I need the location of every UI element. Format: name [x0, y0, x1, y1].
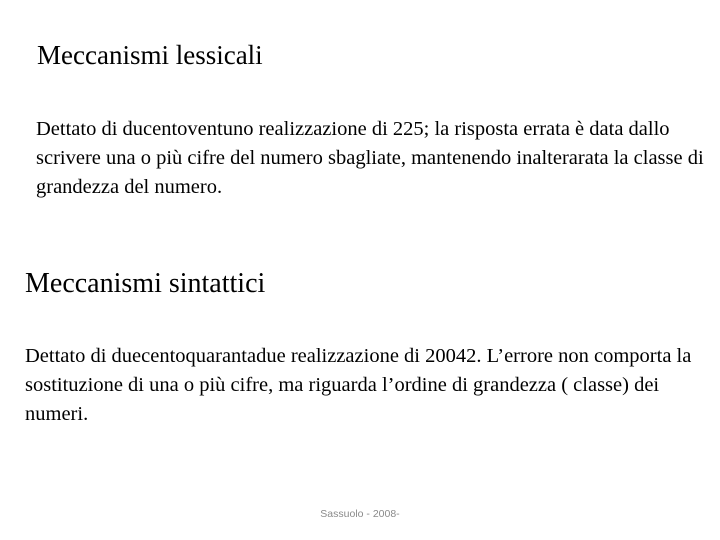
section-text-lexical: Dettato di ducentoventuno realizzazione di 225; la risposta errata è data dallo scrivere una o più cifre del numero sbagliate, mantenendo inalterarata la classe di grandezza del numero. [36, 118, 704, 198]
section-text-syntactic: Dettato di duecentoquarantadue realizzazione di 20042. L’errore non comporta la sostituzione di una o più cifre, ma riguarda l’ordine di grandezza ( classe) dei numeri. [25, 345, 692, 425]
section-title-syntactic: Meccanismi sintattici [25, 268, 266, 299]
section-title-lexical: Meccanismi lessicali [37, 40, 263, 70]
slide-footer: Sassuolo - 2008- [320, 508, 400, 520]
